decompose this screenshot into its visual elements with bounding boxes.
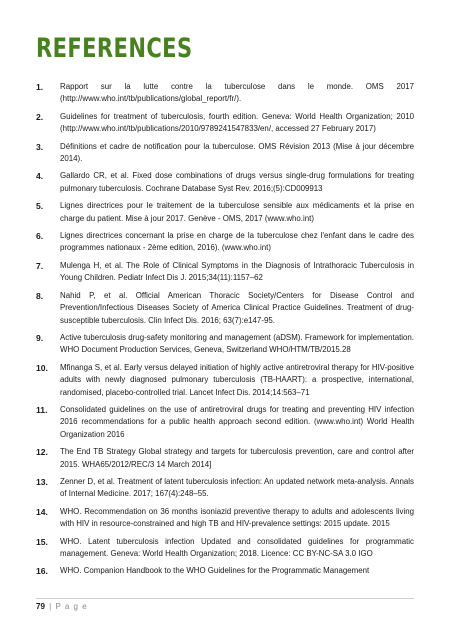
- reference-text: WHO. Latent tuberculosis infection Updated and consolidated guidelines for programmatic management. Geneva: World Health Organization; 2018. Licence: CC BY-NC-SA 3.0 IGO: [60, 536, 414, 558]
- reference-number: 1.: [36, 82, 44, 92]
- reference-number: 4.: [36, 171, 44, 182]
- reference-item: [36, 404, 414, 441]
- page-footer: [36, 602, 88, 611]
- footer-divider: [36, 598, 414, 599]
- reference-text: Active tuberculosis drug-safety monitoring and management (aDSM). Framework for implementation. WHO Document Production Services, Geneva, Switzerland WHO/HTM/TB/2015.28: [60, 332, 414, 355]
- reference-text: WHO. Companion Handbook to the WHO Guidelines for the Programmatic Management: [60, 566, 370, 576]
- reference-number: 11.: [36, 404, 48, 415]
- reference-number: 15.: [36, 536, 48, 547]
- reference-list: [36, 81, 414, 583]
- reference-item: [36, 446, 414, 471]
- reference-number: 14.: [36, 506, 48, 517]
- reference-text: Mfinanga S, et al. Early versus delayed initiation of highly active antiretroviral therapy for HIV-positive adults with newly diagnosed pulmonary tuberculosis (TB-HAART): a prospective, international, randomised, placebo-controlled trial. Lancet Infect Dis. 2014;14:563–71: [60, 362, 414, 397]
- reference-number: 13.: [36, 476, 48, 487]
- footer-separator: |: [49, 602, 52, 611]
- reference-number: 2.: [36, 111, 44, 122]
- reference-text: Nahid P, et al. Official American Thoracic Society/Centers for Disease Control and Prevention/Infectious Diseases Society of America Clinical Practice Guidelines. Treatment of drug-susceptible tuberculosis. Clin Infect Dis. 2016; 63(7):e147-95.: [60, 290, 414, 325]
- reference-item: [36, 476, 414, 501]
- reference-number: 10.: [36, 362, 48, 373]
- page-label: P a g e: [55, 602, 88, 611]
- reference-item: [36, 565, 414, 577]
- reference-number: 3.: [36, 141, 44, 152]
- reference-number: 7.: [36, 260, 44, 271]
- reference-text: Zenner D, et al. Treatment of latent tuberculosis infection: An updated network meta-analysis. Annals of Internal Medicine. 2017; 167(4):248–55.: [60, 476, 414, 499]
- reference-number: 6.: [36, 231, 44, 242]
- reference-number: 8.: [36, 290, 44, 301]
- reference-item: [36, 230, 414, 255]
- reference-item: [36, 260, 414, 285]
- reference-text: WHO. Recommendation on 36 months isoniazid preventive therapy to adults and adolescents living with HIV in resource-constrained and high TB and HIV-prevalence settings: 2015 update. 2015: [60, 506, 414, 529]
- reference-item: [36, 111, 414, 136]
- reference-item: [36, 506, 414, 531]
- reference-item: [36, 200, 414, 225]
- reference-item: [36, 81, 414, 106]
- reference-number: 12.: [36, 447, 48, 458]
- reference-text: Rapport sur la lutte contre la tuberculose dans le monde. OMS 2017 (http://www.who.int/tb/publications/global_report/fr/).: [60, 82, 414, 104]
- reference-item: [36, 141, 414, 166]
- reference-text: Lignes directrices concernant la prise en charge de la tuberculose chez l'enfant dans le cadre des programmes nationaux - 2ème edition, 2016). (www.who.int): [60, 231, 414, 253]
- reference-text: Mulenga H, et al. The Role of Clinical Symptoms in the Diagnosis of Intrathoracic Tuberculosis in Young Children. Pediatr Infect Dis J. 2015;34(11):1157–62: [60, 260, 414, 283]
- reference-text: Gallardo CR, et al. Fixed dose combinations of drugs versus single-drug formulations for treating pulmonary tuberculosis. Cochrane Database Syst Rev. 2016;(5):CD009913: [60, 171, 414, 193]
- reference-item: [36, 536, 414, 561]
- reference-number: 5.: [36, 201, 44, 212]
- reference-number: 9.: [36, 332, 44, 343]
- reference-text: The End TB Strategy Global strategy and targets for tuberculosis prevention, care and control after 2015. WHA65/2012/REC/3 14 March 2014]: [60, 447, 414, 469]
- reference-item: [36, 170, 414, 195]
- reference-text: Guidelines for treatment of tuberculosis, fourth edition. Geneva: World Health Organization; 2010 (http://www.who.int/tb/publications/2010/9789241547833/en/, accessed 27 February 2017): [60, 111, 414, 134]
- page-title: REFERENCES: [36, 33, 193, 64]
- reference-text: Définitions et cadre de notification pour la tuberculose. OMS Révision 2013 (Mise à jour décembre 2014).: [60, 141, 414, 164]
- reference-text: Consolidated guidelines on the use of antiretroviral drugs for treating and preventing HIV infection 2016 recommendations for a public health approach second edition. (www.who.int) World Health Organization 2016: [60, 404, 414, 439]
- reference-number: 16.: [36, 566, 48, 577]
- reference-item: [36, 362, 414, 399]
- reference-item: [36, 290, 414, 327]
- reference-item: [36, 332, 414, 357]
- reference-text: Lignes directrices pour le traitement de la tuberculose sensible aux médicaments et la prise en charge du patient. Mise à jour 2017. Genève - OMS, 2017 (www.who.int): [60, 201, 414, 223]
- page-number: 79: [36, 602, 45, 611]
